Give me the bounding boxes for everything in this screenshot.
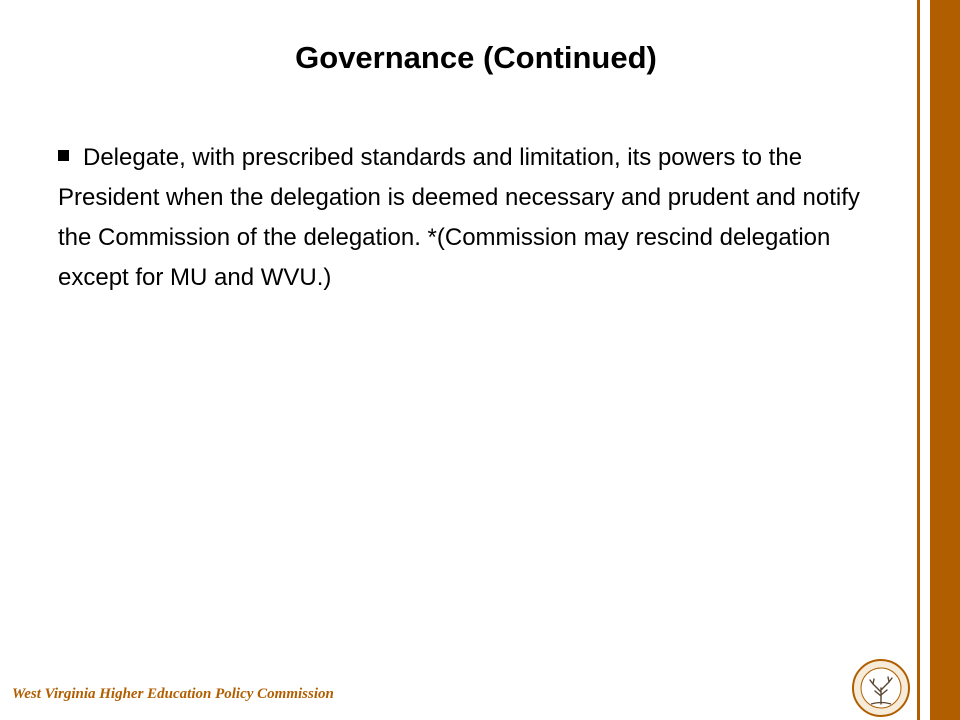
wv-higher-education-policy-commission-seal-icon (851, 658, 911, 718)
bullet-text: Delegate, with prescribed standards and limitation, its powers to the President when the delegation is deemed necessary and prudent and notify the Commission of the delegation. *(Commission may rescind delegation except for MU and WVU.) (58, 144, 860, 291)
accent-rule-thick (930, 0, 960, 720)
accent-rule-thin (917, 0, 920, 720)
bullet-item (58, 138, 868, 298)
slide-title: Governance (Continued) (295, 40, 657, 75)
square-bullet-icon (58, 150, 69, 161)
footer-text: West Virginia Higher Education Policy Commission (12, 686, 334, 702)
